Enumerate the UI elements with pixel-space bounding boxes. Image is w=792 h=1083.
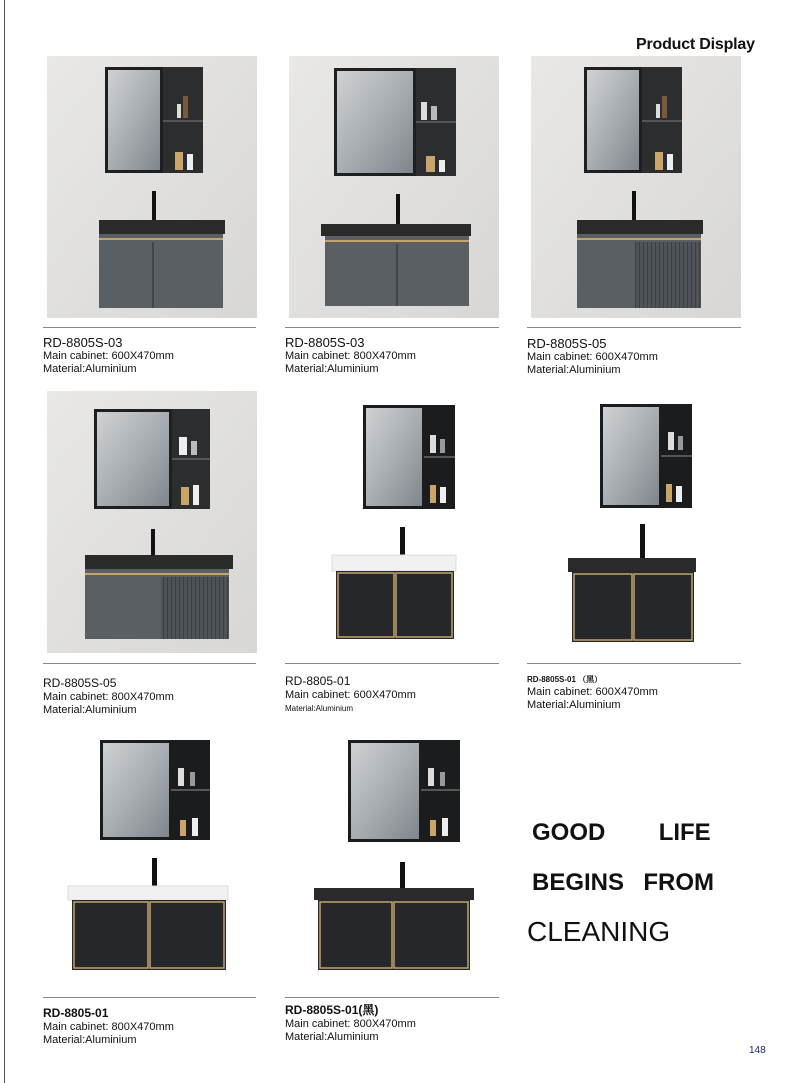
product-caption-2	[285, 335, 416, 376]
model-number: RD-8805S-03	[285, 335, 365, 350]
slogan-word: FROM	[643, 869, 715, 896]
caption-rule	[285, 663, 499, 664]
cabinet-spec: Main cabinet: 800X470mm	[285, 350, 416, 362]
cabinet-spec: Main cabinet: 800X470mm	[285, 1018, 416, 1030]
cabinet-spec: Main cabinet: 800X470mm	[43, 1021, 174, 1033]
product-caption-1	[43, 335, 174, 376]
material-spec: Material:Aluminium	[285, 1031, 379, 1043]
slogan-word: LIFE	[658, 819, 711, 846]
page-left-border	[4, 0, 5, 1083]
product-caption-6	[527, 674, 658, 712]
slogan-line-3: CLEANING	[527, 916, 671, 947]
product-caption-4	[43, 676, 174, 717]
product-photo-4	[47, 391, 257, 653]
product-caption-5	[285, 674, 416, 715]
product-photo-5	[318, 395, 466, 647]
model-number: RD-8805S-05	[527, 336, 607, 351]
material-spec: Material:Aluminium	[527, 364, 621, 376]
product-caption-7	[43, 1006, 174, 1047]
model-number: RD-8805S-05	[43, 676, 117, 690]
product-photo-8	[312, 738, 476, 974]
product-caption-8	[285, 1003, 416, 1044]
slogan-word: BEGINS	[532, 869, 625, 896]
slogan-line-2	[532, 869, 714, 897]
material-spec: Material:Aluminium	[43, 363, 137, 375]
model-number: RD-8805-01	[285, 674, 351, 688]
model-number: RD-8805S-03	[43, 335, 123, 350]
caption-rule	[527, 327, 741, 328]
product-caption-3	[527, 336, 658, 377]
caption-rule	[43, 663, 256, 664]
product-photo-2	[289, 56, 499, 318]
material-spec: Material:Aluminium	[527, 699, 621, 711]
cabinet-spec: Main cabinet: 600X470mm	[527, 686, 658, 698]
caption-rule	[43, 997, 256, 998]
slogan-word: GOOD	[532, 819, 606, 846]
model-number: RD-8805-01	[43, 1006, 109, 1020]
page-number: 148	[749, 1045, 766, 1056]
caption-rule	[43, 327, 256, 328]
cabinet-spec: Main cabinet: 600X470mm	[285, 689, 416, 701]
product-photo-7	[64, 738, 230, 974]
cabinet-spec: Main cabinet: 600X470mm	[43, 350, 174, 362]
cabinet-spec: Main cabinet: 800X470mm	[43, 691, 174, 703]
product-photo-3	[531, 56, 741, 318]
model-number: RD-8805S-01 （黑）	[527, 675, 603, 684]
product-photo-6	[560, 402, 702, 650]
caption-rule	[527, 663, 741, 664]
material-spec: Material:Aluminium	[285, 704, 354, 713]
material-spec: Material:Aluminium	[285, 363, 379, 375]
product-photo-1	[47, 56, 257, 318]
material-spec: Material:Aluminium	[43, 1034, 137, 1046]
model-number: RD-8805S-01(黑)	[285, 1003, 379, 1017]
slogan-line-1	[532, 819, 711, 847]
material-spec: Material:Aluminium	[43, 704, 137, 716]
page-title: Product Display	[636, 36, 755, 53]
cabinet-spec: Main cabinet: 600X470mm	[527, 351, 658, 363]
caption-rule	[285, 997, 499, 998]
caption-rule	[285, 327, 499, 328]
